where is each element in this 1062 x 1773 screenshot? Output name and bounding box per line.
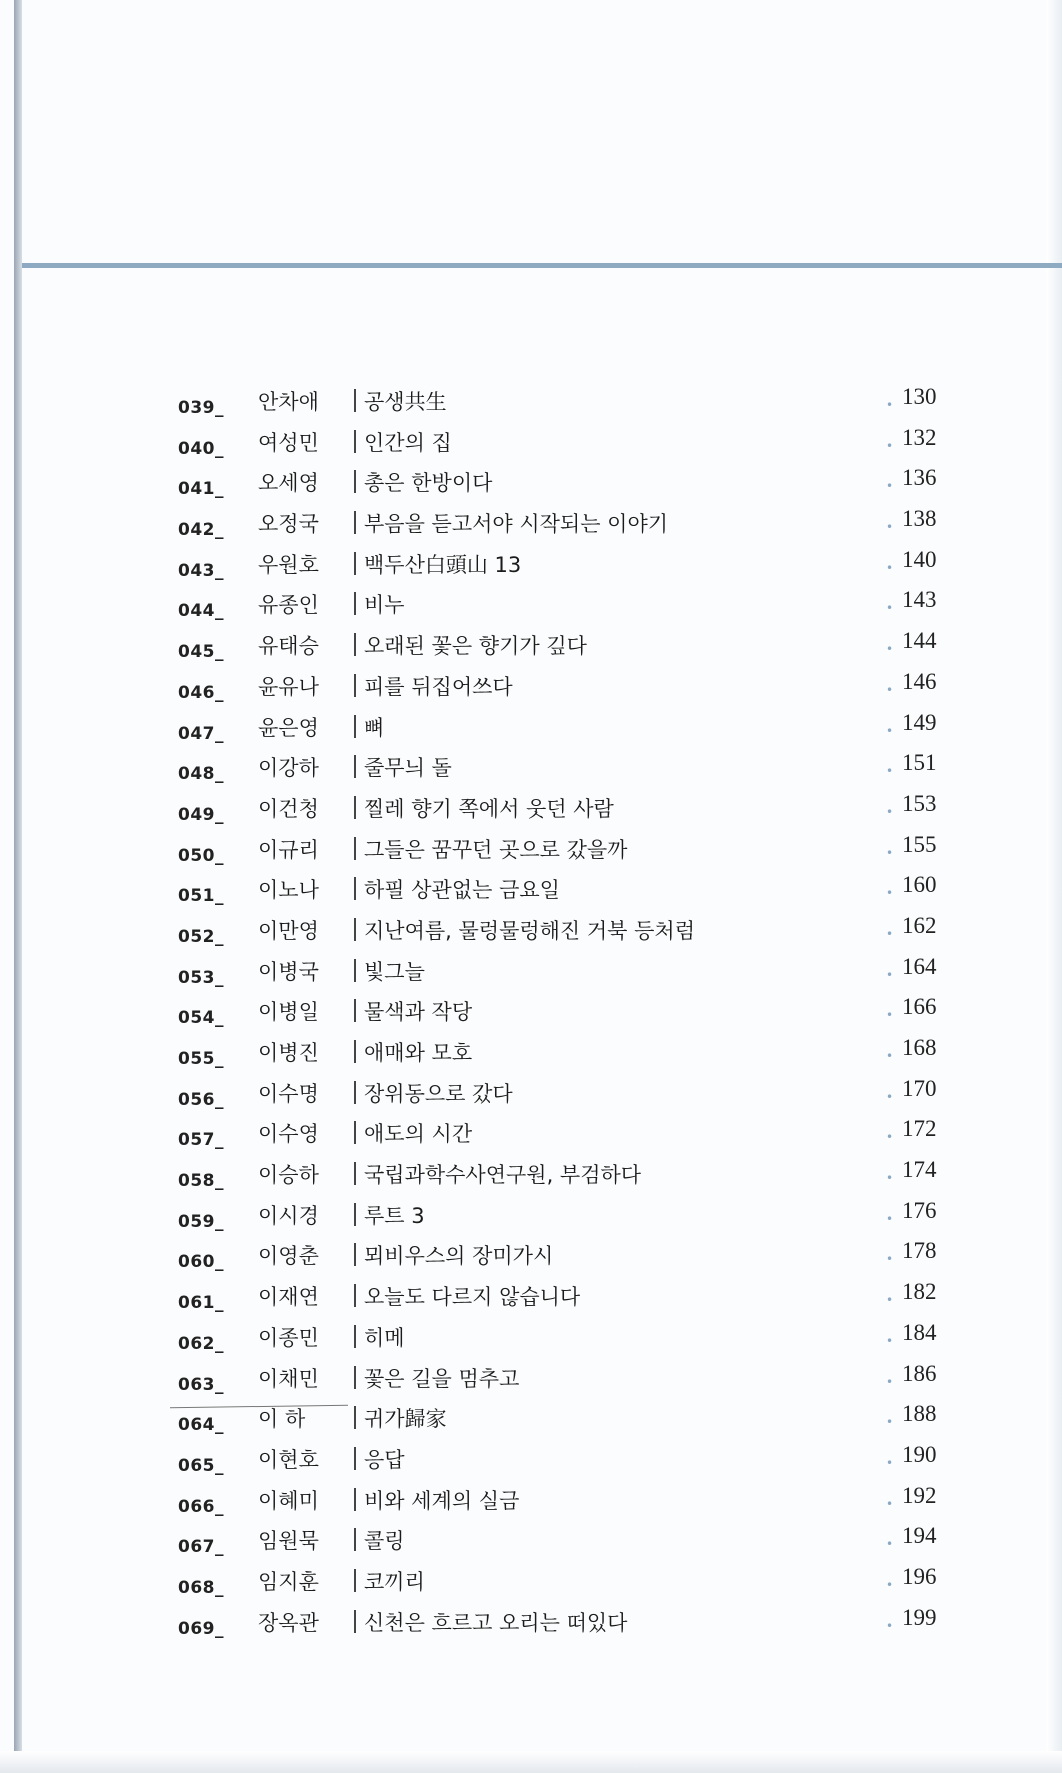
entry-author: 이재연 [258,1285,319,1310]
entry-page-number: 176 [902,1197,937,1223]
bullet-icon: • [886,1577,894,1592]
entry-page-number: 168 [902,1035,937,1060]
separator-bar [354,674,356,697]
entry-author: 이종민 [258,1325,319,1350]
header-rule [22,263,1062,268]
entry-page-number: 138 [902,506,937,532]
entry-number: 040_ [178,438,224,459]
entry-author: 이혜미 [258,1488,319,1513]
entry-author: 이시경 [258,1203,319,1228]
entry-page-number: 162 [902,912,937,938]
bullet-icon: • [886,1089,894,1104]
entry-page-number: 196 [902,1563,937,1589]
entry-author: 이병국 [258,959,319,984]
entry-author: 이승하 [258,1163,319,1188]
bullet-icon: • [886,723,894,738]
bullet-icon: • [886,560,894,575]
entry-title: 콜링 [364,1529,405,1554]
entry-number: 052_ [178,926,224,947]
entry-title: 애도의 시간 [364,1122,473,1147]
toc-entry [150,990,960,1031]
entry-page-number: 178 [902,1238,937,1264]
separator-bar [354,837,356,860]
toc-entry [150,828,960,869]
toc-entry [150,706,960,747]
separator-bar [354,389,356,412]
entry-page-number: 182 [902,1279,937,1305]
bullet-icon: • [886,601,894,616]
separator-bar [354,1040,356,1063]
entry-title: 오늘도 다르지 않습니다 [364,1285,581,1310]
entry-number: 063_ [178,1374,224,1395]
entry-title: 응답 [364,1447,405,1472]
bullet-icon: • [886,398,894,412]
entry-number: 066_ [178,1496,224,1517]
toc-entry [150,787,960,828]
entry-page-number: 172 [902,1116,937,1142]
bullet-icon: • [886,1374,894,1389]
toc-entry [150,1316,960,1357]
entry-number: 065_ [178,1455,224,1476]
entry-number: 059_ [178,1211,224,1232]
toc-entry [150,624,960,665]
entry-author: 이현호 [258,1447,319,1472]
entry-title: 국립과학수사연구원, 부검하다 [364,1163,642,1188]
toc-entry [150,543,960,584]
entry-page-number: 166 [902,994,937,1020]
separator-bar [354,1284,356,1307]
entry-title: 뼈 [364,715,385,740]
entry-page-number: 143 [902,587,937,613]
entry-number: 068_ [178,1577,224,1598]
entry-number: 045_ [178,642,224,663]
bullet-icon: • [886,1130,894,1145]
toc-entry [150,1357,960,1398]
toc-entry [150,1560,960,1601]
entry-author: 오정국 [258,512,319,537]
bullet-icon: • [886,1455,894,1470]
entry-author: 이만영 [258,918,319,943]
toc-entry [150,1479,960,1520]
toc-entry [150,1601,960,1642]
toc-entry [150,1234,960,1275]
separator-bar [354,959,356,982]
separator-bar [354,1569,356,1592]
page-edge-bottom [0,1751,1062,1773]
entry-number: 053_ [178,967,224,988]
entry-author: 우원호 [258,552,319,577]
entry-title: 공생共生 [364,390,447,414]
entry-number: 060_ [178,1252,224,1273]
entry-title: 히메 [364,1325,405,1350]
bullet-icon: • [886,764,894,779]
toc-entry [150,1438,960,1479]
bullet-icon: • [886,926,894,941]
entry-number: 044_ [178,601,224,622]
bullet-icon: • [886,1049,894,1063]
separator-bar [354,1528,356,1551]
entry-number: 051_ [178,886,224,907]
bullet-icon: • [886,1496,894,1511]
entry-author: 이채민 [258,1366,319,1391]
bullet-icon: • [886,1415,894,1430]
entry-title: 그들은 꿈꾸던 곳으로 갔을까 [364,837,628,862]
entry-title: 코끼리 [364,1569,425,1594]
entry-title: 장위동으로 갔다 [364,1081,513,1106]
entry-title: 지난여름, 물렁물렁해진 거북 등처럼 [364,918,695,943]
entry-page-number: 186 [902,1360,937,1386]
entry-title: 애매와 모호 [364,1041,473,1065]
separator-bar [354,1406,356,1429]
toc-entry [150,502,960,543]
entry-author: 여성민 [258,430,319,455]
entry-page-number: 190 [902,1441,937,1467]
entry-title: 백두산白頭山 13 [364,552,522,577]
entry-title: 귀가歸家 [364,1407,447,1432]
entry-title: 오래된 꽃은 향기가 깊다 [364,634,587,659]
entry-author: 오세영 [258,471,319,496]
entry-page-number: 192 [902,1482,937,1508]
bullet-icon: • [886,1171,894,1186]
entry-page-number: 132 [902,424,937,450]
entry-author: 이노나 [258,878,319,903]
separator-bar [354,796,356,819]
entry-author: 이 하 [258,1407,306,1432]
toc-entry [150,421,960,462]
separator-bar [354,470,356,493]
bullet-icon: • [886,1618,894,1633]
entry-author: 이수영 [258,1122,319,1147]
entry-title: 빛그늘 [364,959,425,984]
separator-bar [354,592,356,615]
separator-bar [354,1447,356,1470]
entry-number: 047_ [178,723,224,744]
bullet-icon: • [886,1252,894,1267]
entry-number: 058_ [178,1171,224,1192]
bullet-icon: • [886,1211,894,1226]
entry-page-number: 194 [902,1523,937,1549]
entry-title: 비누 [364,593,405,618]
bullet-icon: • [886,845,894,860]
entry-page-number: 164 [902,953,937,979]
separator-bar [354,511,356,534]
page-gutter [14,0,22,1773]
toc-entry [150,1031,960,1072]
separator-bar [354,1488,356,1511]
separator-bar [354,1162,356,1185]
entry-title: 하필 상관없는 금요일 [364,878,560,903]
entry-page-number: 184 [902,1319,937,1345]
entry-author: 이병일 [258,1000,319,1025]
bullet-icon: • [886,967,894,982]
entry-title: 인간의 집 [364,430,452,455]
entry-number: 046_ [178,682,224,703]
bullet-icon: • [886,479,894,494]
toc-entry [150,950,960,991]
entry-title: 부음을 듣고서야 시작되는 이야기 [364,512,669,537]
entry-page-number: 170 [902,1075,937,1101]
entry-page-number: 155 [902,831,937,857]
entry-page-number: 199 [902,1604,937,1630]
entry-author: 이강하 [258,756,319,781]
separator-bar [354,552,356,575]
entry-author: 이수명 [258,1081,319,1106]
entry-number: 049_ [178,804,224,825]
entry-page-number: 149 [902,709,937,735]
entry-title: 꽃은 길을 멈추고 [364,1366,520,1391]
entry-author: 이병진 [258,1041,319,1065]
toc-entry [150,1072,960,1113]
entry-number: 056_ [178,1089,224,1110]
entry-page-number: 160 [902,872,937,898]
entry-author: 이건청 [258,796,319,821]
toc-entry [150,380,960,421]
toc-entry [150,1397,960,1438]
entry-title: 물색과 작당 [364,1000,473,1025]
entry-page-number: 188 [902,1401,937,1427]
bullet-icon: • [886,520,894,535]
separator-bar [354,715,356,738]
separator-bar [354,755,356,778]
bullet-icon: • [886,642,894,657]
toc-entry [150,665,960,706]
entry-page-number: 153 [902,790,937,816]
entry-title: 찔레 향기 쪽에서 웃던 사람 [364,796,614,821]
entry-number: 067_ [178,1537,224,1558]
entry-title: 루트 3 [364,1203,425,1228]
toc-entry [150,583,960,624]
separator-bar [354,1325,356,1348]
entry-title: 신천은 흐르고 오리는 떠있다 [364,1610,628,1635]
entry-page-number: 146 [902,668,937,694]
toc-entry [150,909,960,950]
entry-number: 055_ [178,1049,224,1069]
separator-bar [354,1610,356,1633]
separator-bar [354,1366,356,1389]
entry-number: 064_ [178,1415,224,1436]
separator-bar [354,877,356,900]
bullet-icon: • [886,1008,894,1023]
bullet-icon: • [886,438,894,453]
separator-bar [354,1121,356,1144]
entry-author: 유종인 [258,593,319,618]
entry-title: 뫼비우스의 장미가시 [364,1244,554,1269]
entry-page-number: 144 [902,628,937,654]
bullet-icon: • [886,1293,894,1308]
entry-title: 비와 세계의 실금 [364,1488,520,1513]
separator-bar [354,1203,356,1226]
entry-number: 039_ [178,398,224,418]
entry-page-number: 130 [902,384,937,409]
entry-title: 줄무늬 돌 [364,756,452,781]
entry-number: 048_ [178,764,224,785]
bullet-icon: • [886,682,894,697]
entry-number: 043_ [178,560,224,581]
separator-bar [354,430,356,453]
bullet-icon: • [886,804,894,819]
toc-entry [150,1519,960,1560]
entry-title: 피를 뒤집어쓰다 [364,674,513,699]
entry-number: 054_ [178,1008,224,1029]
entry-author: 장옥관 [258,1610,319,1635]
separator-bar [354,999,356,1022]
entry-number: 062_ [178,1333,224,1354]
entry-number: 057_ [178,1130,224,1151]
entry-page-number: 136 [902,465,937,491]
separator-bar [354,1243,356,1266]
entry-title: 총은 한방이다 [364,471,493,496]
entry-number: 041_ [178,479,224,500]
entry-number: 042_ [178,520,224,541]
entry-page-number: 174 [902,1157,937,1183]
toc-entry [150,746,960,787]
entry-author: 이영춘 [258,1244,319,1269]
separator-bar [354,633,356,656]
entry-author: 임원묵 [258,1529,319,1554]
toc-entry [150,1112,960,1153]
toc-entry [150,1275,960,1316]
separator-bar [354,1081,356,1104]
entry-number: 050_ [178,845,224,866]
entry-page-number: 151 [902,750,937,776]
entry-number: 061_ [178,1293,224,1314]
entry-number: 069_ [178,1618,224,1639]
bullet-icon: • [886,1333,894,1348]
bullet-icon: • [886,1537,894,1552]
separator-bar [354,918,356,941]
entry-page-number: 140 [902,546,937,572]
entry-author: 임지훈 [258,1569,319,1594]
entry-author: 안차애 [258,390,319,414]
entry-author: 유태승 [258,634,319,659]
entry-author: 윤유나 [258,674,319,699]
toc-entry [150,1194,960,1235]
toc-entry [150,868,960,909]
table-of-contents [150,380,960,1641]
entry-author: 이규리 [258,837,319,862]
toc-entry [150,1153,960,1194]
toc-entry [150,461,960,502]
bullet-icon: • [886,886,894,901]
entry-author: 윤은영 [258,715,319,740]
